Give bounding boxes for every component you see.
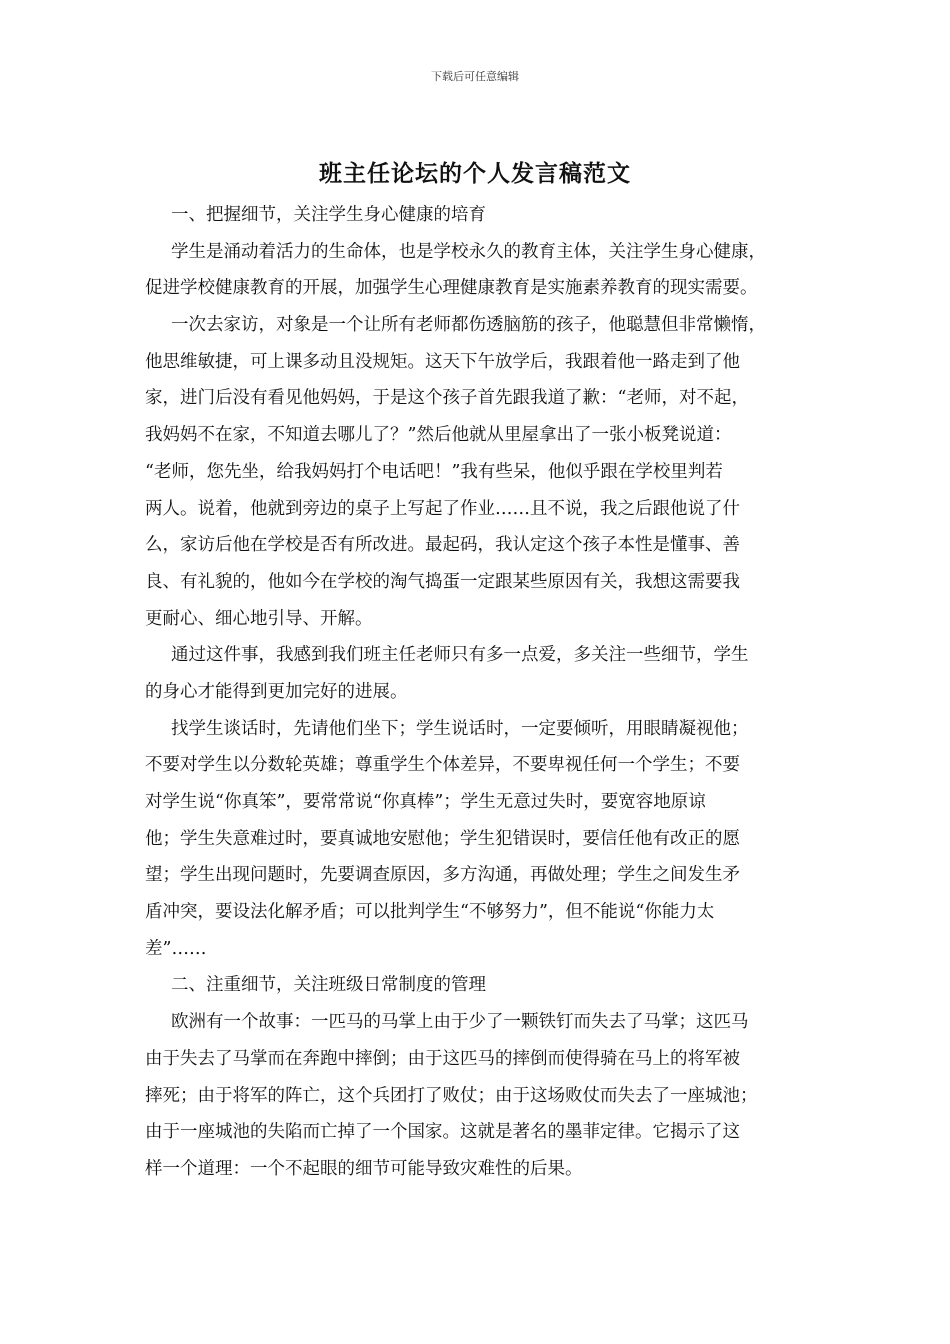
text-line: 良、有礼貌的，他如今在学校的淘气捣蛋一定跟某些原因有关，我想这需要我 [145,571,740,592]
text-line: 通过这件事，我感到我们班主任老师只有多一点爱，多关注一些细节，学生 [171,645,749,666]
text-line: 样一个道理：一个不起眼的细节可能导致灾难性的后果。 [145,1158,583,1179]
document-body [145,197,823,1188]
text-line: 家，进门后没有看见他妈妈，于是这个孩子首先跟我道了歉：“老师，对不起， [145,388,749,409]
text-line: 两人。说着，他就到旁边的桌子上写起了作业……且不说，我之后跟他说了什 [145,498,740,519]
text-line: 差”…… [145,938,207,959]
document-title: 班主任论坛的个人发言稿范文 [319,160,631,187]
text-line: 一、把握细节，关注学生身心健康的培育 [171,205,486,225]
header-note: 下载后可任意编辑 [431,70,519,83]
text-line: 学生是涌动着活力的生命体，也是学校永久的教育主体，关注学生身心健康， [171,241,766,262]
text-line: 促进学校健康教育的开展，加强学生心理健康教育是实施素养教育的现实需要。 [145,278,758,299]
text-line: 找学生谈话时，先请他们坐下；学生说话时，一定要倾听，用眼睛凝视他； [171,718,749,739]
text-line: 对学生说“你真笨”，要常常说“你真棒”；学生无意过失时，要宽容地原谅 [145,792,706,812]
text-line: 由于失去了马掌而在奔跑中摔倒；由于这匹马的摔倒而使得骑在马上的将军被 [145,1048,740,1069]
text-line: 望；学生出现问题时，先要调查原因，多方沟通，再做处理；学生之间发生矛 [145,865,740,886]
text-line: 由于一座城池的失陷而亡掉了一个国家。这就是著名的墨菲定律。它揭示了这 [145,1122,740,1143]
text-line: 我妈妈不在家，不知道去哪儿了？”然后他就从里屋拿出了一张小板凳说道： [145,425,732,446]
text-line: 不要对学生以分数轮英雄；尊重学生个体差异，不要卑视任何一个学生；不要 [145,755,740,776]
text-line: 二、注重细节，关注班级日常制度的管理 [171,975,486,996]
text-line: “老师，您先坐，给我妈妈打个电话吧！”我有些呆，他似乎跟在学校里判若 [145,461,723,482]
text-line: 么，家访后他在学校是否有所改进。最起码，我认定这个孩子本性是懂事、善 [145,535,740,556]
text-line: 的身心才能得到更加完好的进展。 [145,681,408,702]
text-line: 更耐心、细心地引导、开解。 [145,608,373,629]
text-line: 一次去家访，对象是一个让所有老师都伤透脑筋的孩子，他聪慧但非常懒惰， [171,315,766,336]
text-line: 欧洲有一个故事：一匹马的马掌上由于少了一颗铁钉而失去了马掌；这匹马 [171,1012,749,1033]
text-line: 摔死；由于将军的阵亡，这个兵团打了败仗；由于这场败仗而失去了一座城池； [145,1085,758,1106]
text-line: 他；学生失意难过时，要真诚地安慰他；学生犯错误时，要信任他有改正的愿 [145,828,740,849]
text-line: 盾冲突，要设法化解矛盾；可以批判学生“不够努力”，但不能说“你能力太 [145,902,715,923]
text-line: 他思维敏捷，可上课多动且没规矩。这天下午放学后，我跟着他一路走到了他 [145,351,740,372]
